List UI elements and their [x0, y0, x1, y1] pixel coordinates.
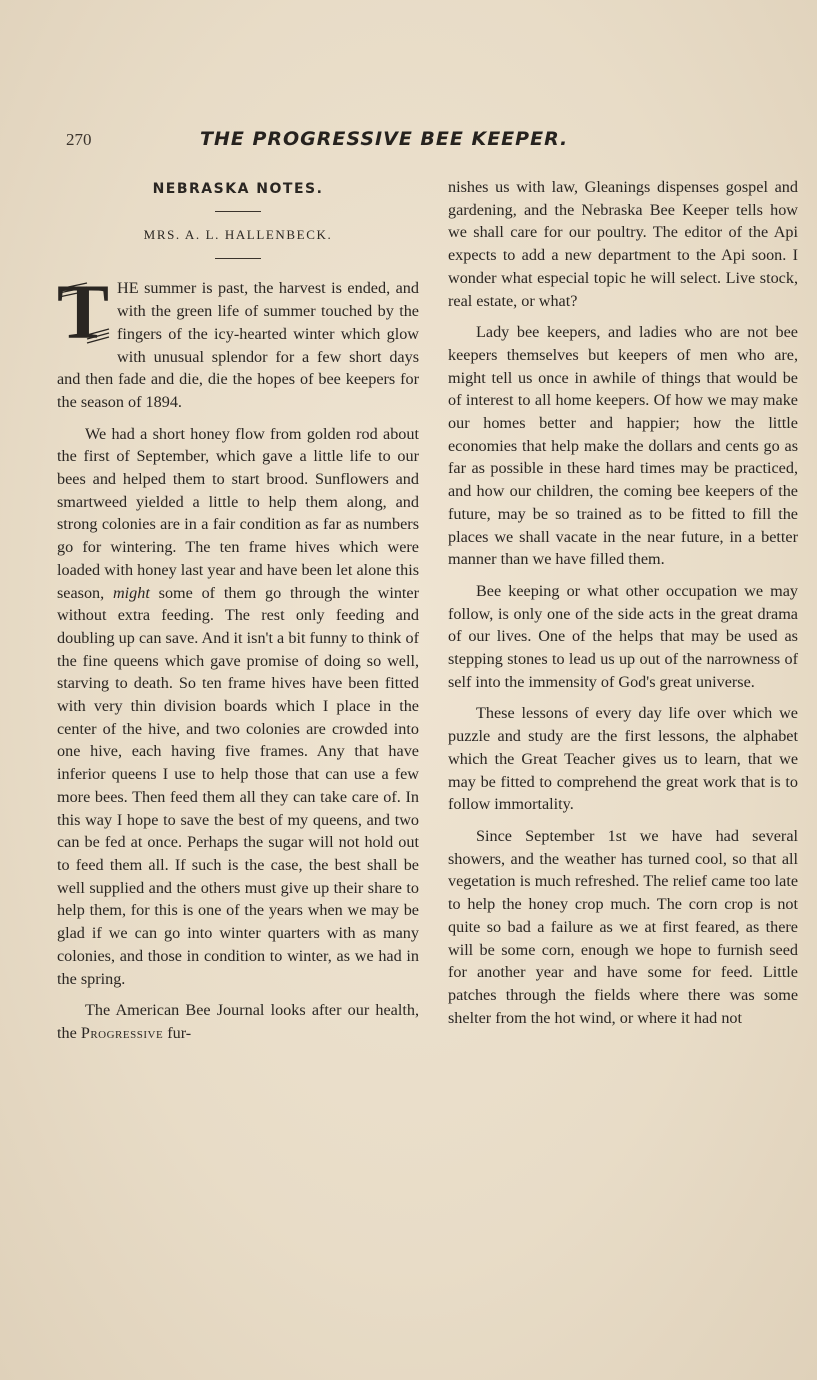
journal-title: THE PROGRESSIVE BEE KEEPER.: [200, 128, 569, 150]
paragraph-showers: Since September 1st we have had several showers, and the weather has turned cool, so that all vegetation is much refreshed. The relief came too late to help the honey crop much. The corn crop is not quite so bad a failure as we at first feared, as there will be some corn, enough we hope to furnish seed for another year and have some for feed. Little patches through the fields where there was some shelter from the hot wind, or where it had not: [448, 826, 798, 1027]
paragraph-1: [57, 268, 419, 413]
paragraph-3-journal-name: Progressive: [80, 1023, 164, 1042]
page-header: [60, 128, 760, 152]
paragraph-3-text-b: fur-: [167, 1023, 192, 1042]
page-number: 270: [66, 130, 92, 149]
paragraph-3-text-a: The American Bee Journal looks after our health, the: [57, 1001, 419, 1042]
paragraph-2-text-a: We had a short honey flow from golden rod about the first of September, which gave a little life to our bees and helped them to start brood. Sunflowers and smartweed yielded a little to help them along, and strong colonies are in a fair condition as far as numbers go for wintering. The ten frame hives which were loaded with honey last year and have been let alone this season,: [57, 424, 419, 602]
paragraph-2-text-b: some of them go through the winter without extra feeding. The rest only feeding and doubling up can save. And it isn't a bit funny to think of the fine queens which gave promise of doing so well, starving to death. So ten frame hives have been fitted with very thin division boards which I place in the center of the hive, and two colonies are crowded into one hive, each having five frames. Any that have inferior queens I use to help those that can use a few more bees. Then feed them all they can take care of. In this way I hope to save the best of my queens, and two can be fed at once. Perhaps the sugar will not hold out to feed them all. If such is the case, the best shall be well supplied and the others must give up their share to help them, for this is one of the years when we may be glad if we can go into winter quarters with as many colonies, and those in condition to winter, as we had in the spring.: [57, 583, 419, 988]
right-column: [448, 176, 798, 1029]
article-title: NEBRASKA NOTES.: [152, 181, 324, 197]
paragraph-lady-bee-keepers: Lady bee keepers, and ladies who are not bee keepers themselves but keepers of men who are, might tell us once in awhile of things that would be of interest to all home keepers. Of how we may make our homes better and happier; how the little economies that help make the dollars and cents go as far as possible in these hard times may be practiced, and how our children, the coming bee keepers of the future, may be so trained as to be fitted to fill the places we shall vacate in the near future, in a better manner than we have filled them.: [448, 323, 798, 569]
article-author: MRS. A. L. HALLENBECK.: [143, 226, 333, 242]
left-column: [57, 172, 419, 1045]
paragraph-2: [57, 423, 419, 991]
paragraph-2-emphasis: might: [112, 583, 150, 602]
title-divider: [215, 211, 261, 212]
drop-cap-ornament: [57, 268, 111, 356]
paragraph-lessons: These lessons of every day life over which we puzzle and study are the first lessons, the alphabet which the Great Teacher gives us to learn, that we may be fitted to comprehend the great work that is to follow immortality.: [448, 704, 798, 814]
paragraph-1-text: HE summer is past, the harvest is ended, and with the green life of summer touched by the fingers of the icy-hearted winter which glow with unusual splendor for a few short days and then fade and die, die the hopes of bee keepers for the season of 1894.: [57, 279, 419, 411]
paragraph-3: [57, 999, 419, 1044]
paragraph-continued: nishes us with law, Gleanings dispenses gospel and gardening, and the Nebraska Bee Keeper tells how we shall care for our poultry. The editor of the Api expects to add a new department to the Api soon. I wonder what especial topic he will select. Live stock, real estate, or what?: [448, 178, 798, 310]
drop-cap-letter: T: [57, 268, 110, 356]
paragraph-bee-keeping: Bee keeping or what other occupation we may follow, is only one of the side acts in the great drama of our lives. One of the helps that may be used as stepping stones to lead us up out of the narrowness of self into the immensity of God's great universe.: [448, 581, 798, 691]
author-divider: [215, 258, 261, 259]
